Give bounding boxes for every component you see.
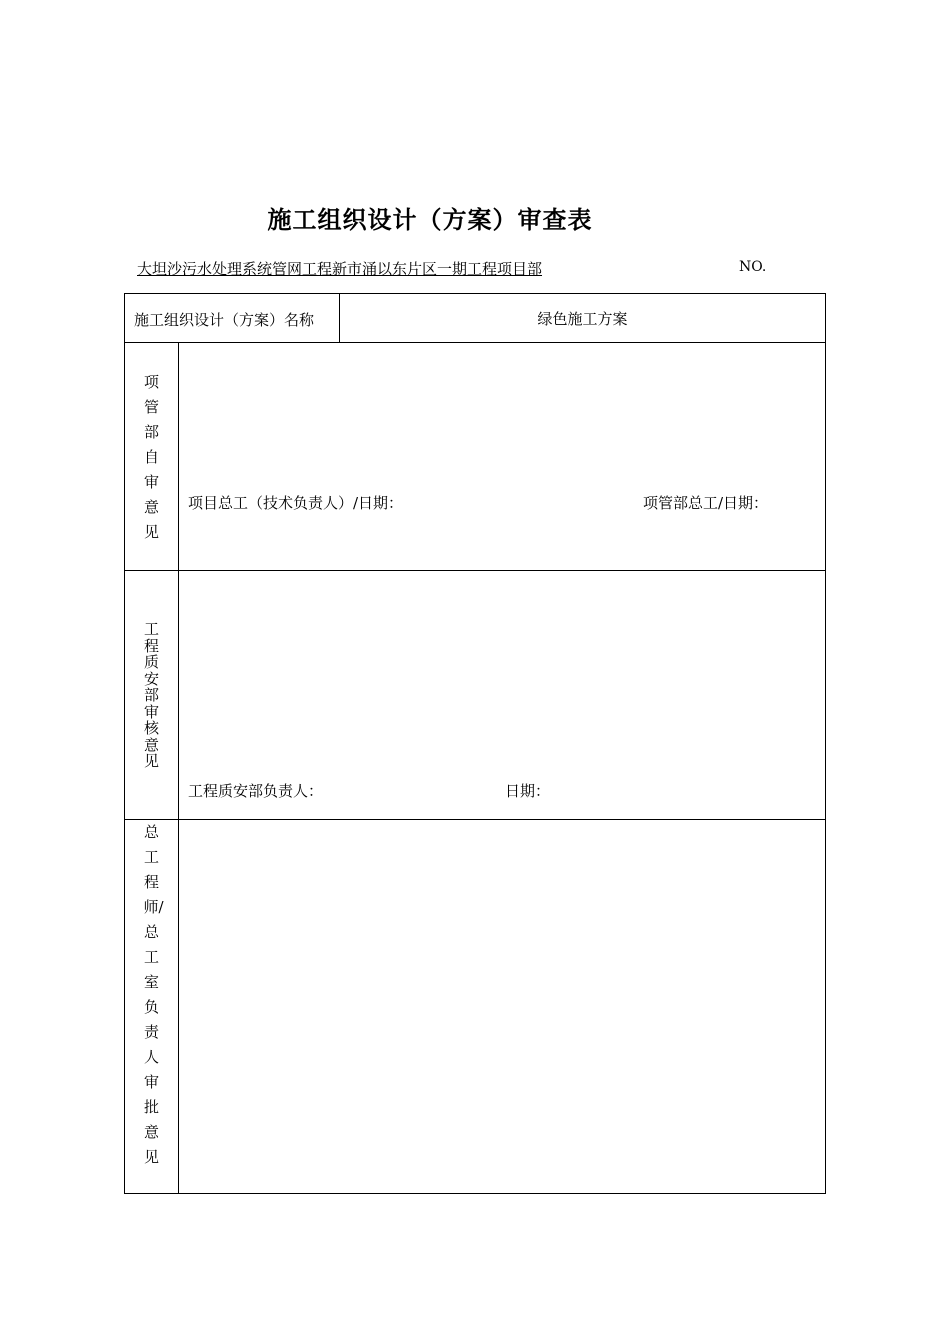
section2-label-text: 工程质安部审核意见 bbox=[143, 620, 159, 770]
document-title: 施工组织设计（方案）审查表 bbox=[267, 205, 593, 234]
plan-name-label: 施工组织设计（方案）名称 bbox=[134, 311, 315, 329]
section1-label bbox=[125, 370, 178, 545]
section1-signer-label: 项目总工（技术负责人）/日期： bbox=[188, 494, 404, 512]
row-divider bbox=[124, 819, 826, 820]
section3-label-text: 总工程师/总工室负责人审批意见 bbox=[143, 823, 164, 1166]
section2-signer-label: 工程质安部负责人： bbox=[188, 782, 324, 800]
section1-label-text: 项管部自审意见 bbox=[143, 373, 159, 541]
plan-name-value: 绿色施工方案 bbox=[537, 309, 628, 328]
section3-label bbox=[125, 820, 178, 1170]
row-divider bbox=[124, 342, 826, 343]
section2-label bbox=[125, 621, 178, 770]
project-name: 大坦沙污水处理系统管网工程新市涌以东片区一期工程项目部 bbox=[137, 260, 543, 278]
row-divider bbox=[124, 570, 826, 571]
section1-manager-label: 项管部总工/日期： bbox=[643, 494, 769, 512]
table-frame bbox=[124, 293, 826, 1194]
plan-name-value-cell bbox=[340, 294, 825, 342]
column-divider bbox=[178, 342, 179, 1194]
document-number-label: NO. bbox=[739, 259, 767, 275]
section2-date-label: 日期： bbox=[505, 782, 551, 800]
